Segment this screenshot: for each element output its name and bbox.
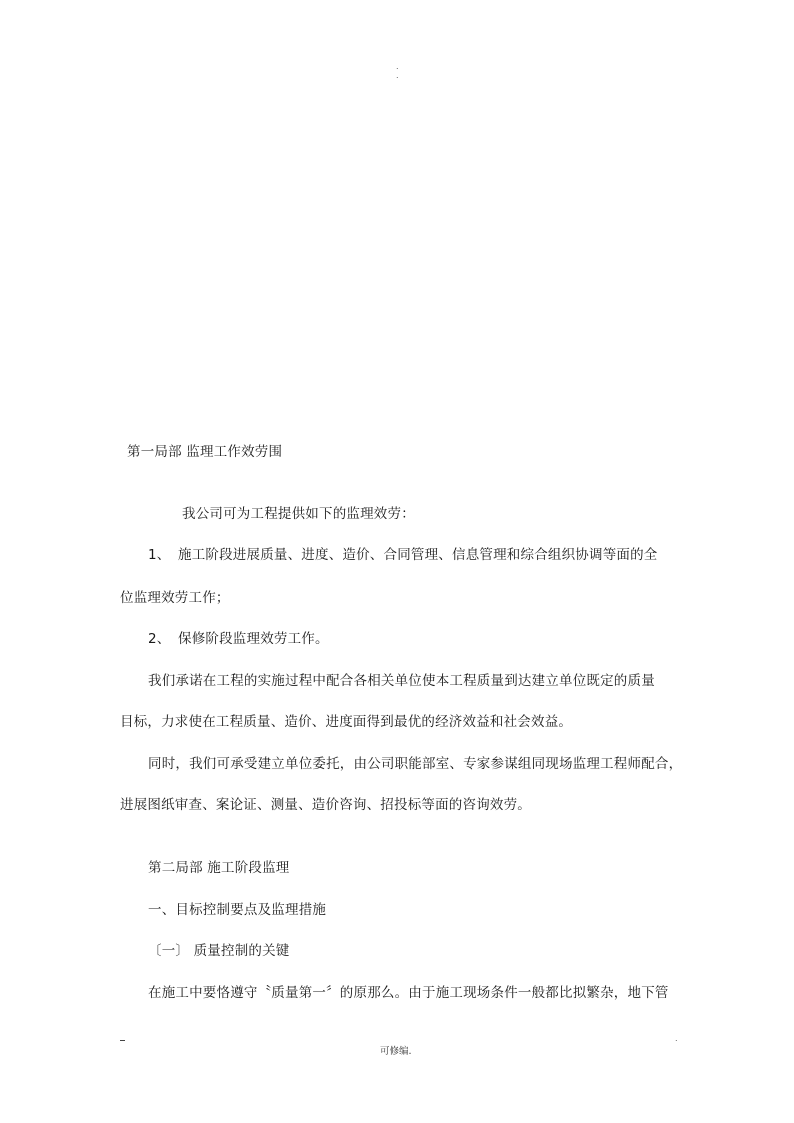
commitment-paragraph-line2: 目标，力求使在工程质量、造价、进度面得到最优的经济效益和社会效益。 [120, 714, 573, 730]
consulting-paragraph-line2: 进展图纸审查、案论证、测量、造价咨询、招投标等面的咨询效劳。 [120, 797, 531, 813]
intro-paragraph: 我公司可为工程提供如下的监理效劳： [182, 506, 415, 522]
footer-left-mark [120, 1040, 125, 1041]
list-item-1-number: 1、 [148, 547, 171, 563]
list-item-1-text: 施工阶段进展质量、进度、造价、合同管理、信息管理和综合组织协调等面的全 [178, 547, 658, 563]
list-item-2-number: 2、 [148, 631, 171, 647]
footer-editable-label: 可修编. [380, 1046, 412, 1057]
subsection-heading-1: 〔一〕 质量控制的关键 [148, 943, 290, 959]
list-item-2-text: 保修阶段监理效劳工作。 [178, 631, 329, 647]
part2-title: 第二局部 施工阶段监理 [148, 860, 290, 876]
header-mark-bottom: . [396, 71, 399, 80]
quality-paragraph: 在施工中要恪遵守〝质量第一〞的原那么。由于施工现场条件一般都比拟繁杂，地下管 [148, 985, 669, 1001]
header-mark-top: . [396, 62, 399, 71]
section-heading-1: 一、目标控制要点及监理措施 [148, 902, 327, 918]
consulting-paragraph-line1: 同时，我们可承受建立单位委托，由公司职能部室、专家参谋组同现场监理工程师配合， [148, 756, 683, 772]
part1-title: 第一局部 监理工作效劳围 [127, 444, 283, 460]
commitment-paragraph-line1: 我们承诺在工程的实施过程中配合各相关单位使本工程质量到达建立单位既定的质量 [148, 673, 655, 689]
list-item-1-continuation: 位监理效劳工作； [120, 590, 230, 606]
footer-right-mark: . [675, 1034, 678, 1043]
